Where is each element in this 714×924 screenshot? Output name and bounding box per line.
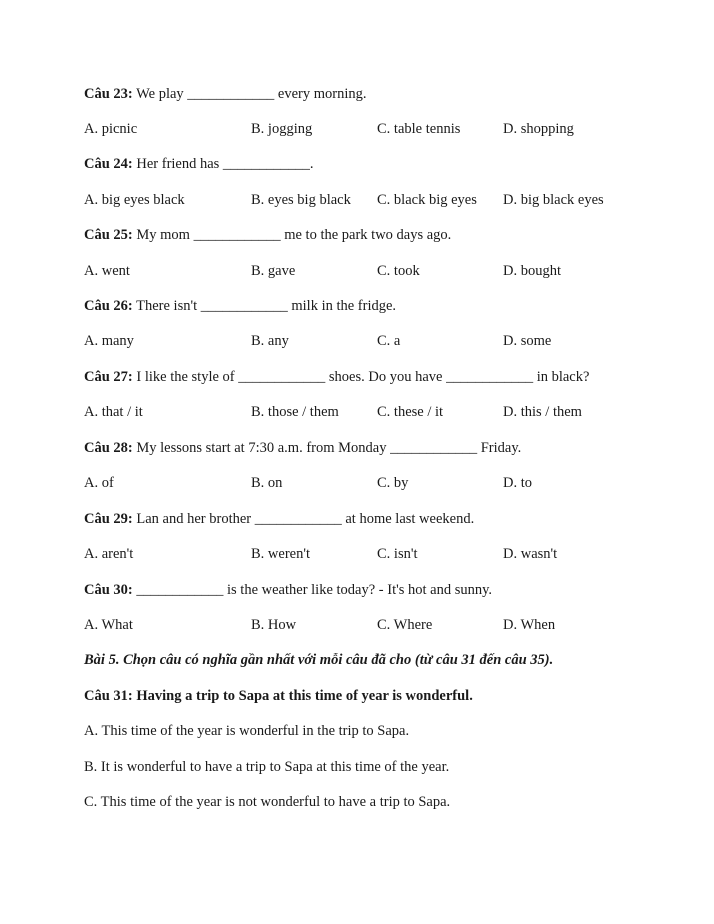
option-c: C. Where [377,617,433,633]
question-text: We play ____________ every morning. [132,86,367,102]
options-27 [84,403,644,421]
question-text: ____________ is the weather like today? - It's hot and sunny. [132,582,493,598]
question-text: There isn't ____________ milk in the fridge. [132,298,397,314]
question-23 [84,85,367,103]
question-24 [84,155,314,173]
question-text: Her friend has ____________. [132,156,314,172]
question-text: My lessons start at 7:30 a.m. from Monday ____________ Friday. [132,440,522,456]
question-29 [84,510,474,528]
option-b: B. on [251,475,283,491]
option-b: B. weren't [251,546,310,562]
question-text: My mom ____________ me to the park two days ago. [132,227,452,243]
option-c: C. by [377,475,409,491]
question-label: Câu 29: [84,511,133,527]
option-a: A. many [84,333,134,349]
choice-b: B. It is wonderful to have a trip to Sapa at this time of the year. [84,759,450,775]
option-d: D. bought [503,263,561,279]
section-5-heading: Bài 5. Chọn câu có nghĩa gần nhất với mỗi câu đã cho (từ câu 31 đến câu 35). [84,652,554,668]
choice-c: C. This time of the year is not wonderful to have a trip to Sapa. [84,794,451,810]
options-24 [84,191,644,209]
option-d: D. big black eyes [503,192,604,208]
option-a: A. big eyes black [84,192,185,208]
option-b: B. jogging [251,121,313,137]
question-27 [84,368,589,386]
options-26 [84,332,644,350]
option-b: B. eyes big black [251,192,351,208]
options-25 [84,262,644,280]
question-label: Câu 23: [84,86,133,102]
choice-a: A. This time of the year is wonderful in the trip to Sapa. [84,723,410,739]
option-a: A. that / it [84,404,143,420]
option-c: C. took [377,263,420,279]
option-d: D. to [503,475,532,491]
option-c: C. isn't [377,546,418,562]
question-30 [84,581,492,599]
options-29 [84,545,644,563]
option-d: D. shopping [503,121,574,137]
question-label: Câu 27: [84,369,133,385]
option-c: C. table tennis [377,121,461,137]
options-28 [84,474,644,492]
option-b: B. those / them [251,404,339,420]
question-label: Câu 26: [84,298,133,314]
question-text: I like the style of ____________ shoes. Do you have ____________ in black? [132,369,590,385]
option-d: D. some [503,333,552,349]
option-a: A. What [84,617,133,633]
question-text: Lan and her brother ____________ at home last weekend. [132,511,475,527]
option-a: A. aren't [84,546,134,562]
option-d: D. this / them [503,404,582,420]
option-b: B. any [251,333,289,349]
option-a: A. of [84,475,114,491]
option-b: B. How [251,617,297,633]
question-28 [84,439,521,457]
question-label: Câu 25: [84,227,133,243]
options-30 [84,616,644,634]
question-26 [84,297,396,315]
options-23 [84,120,644,138]
option-b: B. gave [251,263,296,279]
option-a: A. went [84,263,130,279]
option-a: A. picnic [84,121,138,137]
question-label: Câu 28: [84,440,133,456]
question-label: Câu 30: [84,582,133,598]
question-label: Câu 24: [84,156,133,172]
option-d: D. wasn't [503,546,558,562]
option-d: D. When [503,617,556,633]
option-c: C. black big eyes [377,192,477,208]
question-31: Câu 31: Having a trip to Sapa at this time of year is wonderful. [84,688,473,704]
option-c: C. a [377,333,401,349]
question-25 [84,226,451,244]
option-c: C. these / it [377,404,444,420]
